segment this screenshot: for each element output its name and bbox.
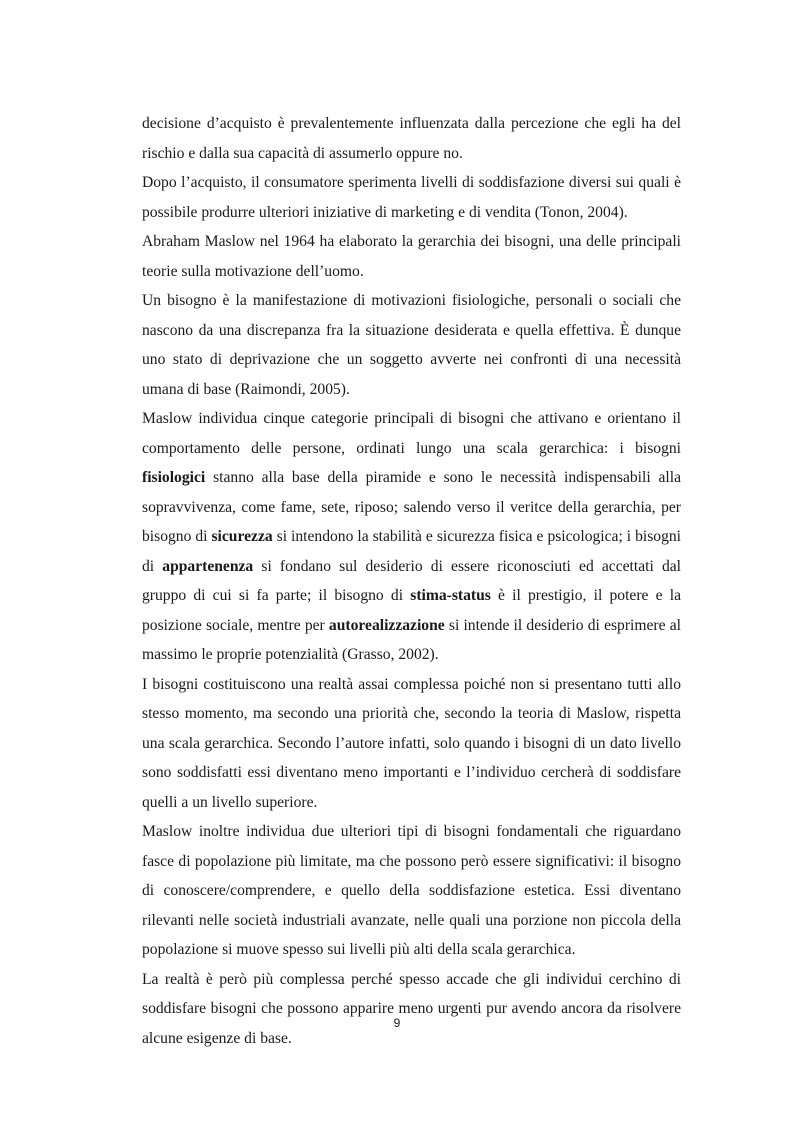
paragraph-text: Abraham Maslow nel 1964 ha elaborato la gerarchia dei bisogni, una delle principali teorie sulla motivazione dell’uomo. bbox=[142, 233, 681, 280]
paragraph-text: si intendono la stabilità e sicurezza fisica e psicologica; i bisogni di bbox=[142, 528, 681, 575]
paragraph-text: decisione d’acquisto è prevalentemente influenzata dalla percezione che egli ha del rischio e dalla sua capacità di assumerlo oppure no. bbox=[142, 115, 681, 162]
term-autorealizzazione: autorealizzazione bbox=[328, 616, 445, 634]
paragraph-text: Maslow individua cinque categorie principali di bisogni che attivano e orientano il comportamento delle persone, ordinati lungo una scala gerarchica: i bisogni bbox=[142, 410, 681, 457]
paragraph-text: Dopo l’acquisto, il consumatore sperimenta livelli di soddisfazione diversi sui quali è possibile produrre ulteriori iniziative di marketing e di vendita (Tonon, 2004). bbox=[142, 174, 681, 221]
term-sicurezza: sicurezza bbox=[211, 528, 273, 545]
paragraph-5 bbox=[142, 404, 681, 670]
paragraph-4 bbox=[142, 286, 681, 404]
paragraph-3 bbox=[142, 227, 681, 286]
term-fisiologici: fisiologici bbox=[142, 469, 206, 486]
paragraph-8 bbox=[142, 965, 681, 1054]
paragraph-text: si fondano sul desiderio di essere riconosciuti ed accettati dal gruppo di cui si fa parte; il bisogno di bbox=[142, 557, 681, 604]
paragraph-text: Un bisogno è la manifestazione di motivazioni fisiologiche, personali o sociali che nascono da una discrepanza fra la situazione desiderata e quella effettiva. È dunque uno stato di deprivazione che un soggetto avverte nei confronti di una necessità umana di base (Raimondi, 2005). bbox=[142, 292, 681, 398]
paragraph-text: La realtà è però più complessa perché spesso accade che gli individui cerchino di soddisfare bisogni che possono apparire meno urgenti pur avendo ancora da risolvere alcune esigenze di base. bbox=[142, 970, 681, 1047]
paragraph-text: I bisogni costituiscono una realtà assai complessa poiché non si presentano tutti allo stesso momento, ma secondo una priorità che, secondo la teoria di Maslow, rispetta una scala gerarchica. Secondo l’autore infatti, solo quando i bisogni di un dato livello sono soddisfatti essi diventano meno importanti e l’individuo cercherà di soddisfare quelli a un livello superiore. bbox=[142, 675, 681, 811]
paragraph-text: si intende il desiderio di esprimere al massimo le proprie potenzialità (Grasso, 2002). bbox=[142, 616, 681, 663]
paragraph-6 bbox=[142, 670, 681, 818]
paragraph-text: Maslow inoltre individua due ulteriori tipi di bisogni fondamentali che riguardano fasce di popolazione più limitate, ma che possono però essere significativi: il bisogno di conoscere/comprendere, e quello della soddisfazione estetica. Essi diventano rilevanti nelle società industriali avanzate, nelle quali una porzione non piccola della popolazione si muove spesso sui livelli più alti della scala gerarchica. bbox=[142, 823, 681, 958]
paragraph-2 bbox=[142, 168, 681, 227]
paragraph-7 bbox=[142, 817, 681, 965]
term-appartenenza: appartenenza bbox=[162, 557, 254, 575]
term-stima-status: stima-status bbox=[410, 587, 491, 604]
paragraph-text: stanno alla base della piramide e sono le necessità indispensabili alla sopravvivenza, come fame, sete, riposo; salendo verso il veritce della gerarchia, per bisogno di bbox=[142, 469, 681, 545]
paragraph-text: è il prestigio, il potere e la posizione sociale, mentre per bbox=[142, 587, 681, 634]
paragraph-1 bbox=[142, 109, 681, 168]
page-number: 9 bbox=[393, 1016, 401, 1030]
document-body bbox=[142, 109, 681, 1053]
